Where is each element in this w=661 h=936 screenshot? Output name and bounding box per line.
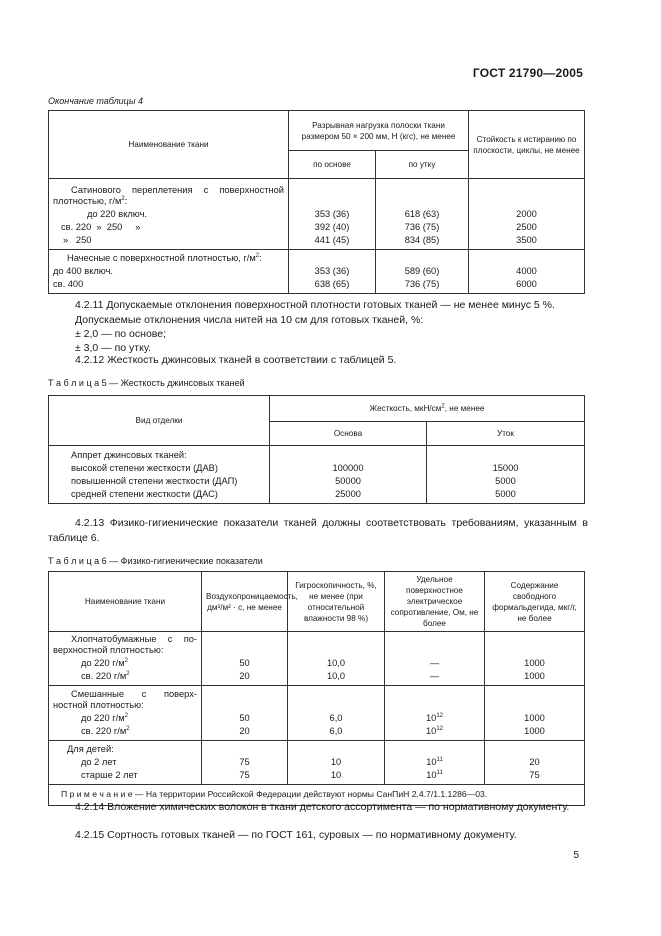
table4 (48, 110, 585, 294)
table4-caption: Окончание таблицы 4 (48, 96, 143, 106)
table5-col-stiffness: Жесткость, мкН/$см^2$, не менее (270, 396, 585, 422)
table4-group1-title: Сатинового переплетения с поверхностной плотностью, $г/м^2$: (49, 179, 289, 209)
paragraph-weft: ± 3,0 — по утку. (75, 342, 151, 354)
table4-col-weft: по утку (376, 151, 469, 179)
table4-col-warp: по основе (289, 151, 376, 179)
table-row: высокой степени жесткости (ДАВ) 100000 15000 (49, 462, 585, 475)
table-row: св. 220 $г/м^2$ 20 6,0 $10^{12}$ 1000 (49, 725, 585, 741)
table-row: » 250 441 (45) 834 (85) 3500 (49, 234, 585, 250)
paragraph-4-2-15: 4.2.15 Сортность готовых тканей — по ГОСТ 161, суровых — по нормативному документу. (75, 829, 517, 841)
paragraph-4-2-13: 4.2.13 Физико-гигиенические показатели тканей должны соответствовать требованиям, указанным в таблице 6. (48, 517, 588, 544)
table-row: до 220 $г/м^2$ 50 10,0 — 1000 (49, 657, 585, 670)
table6-col-formald: Содержание свободного формальдегида, мкг/г, не более (485, 572, 585, 632)
table4-col-load: Разрывная нагрузка полоски ткани размером 50 × 200 мм, Н (кгс), не менее (289, 111, 469, 151)
table-row: до 400 включ. 353 (36) 589 (60) 4000 (49, 265, 585, 278)
document-id: ГОСТ 21790—2005 (472, 66, 583, 80)
page-number: 5 (573, 850, 579, 861)
table-row: до 220 включ. 353 (36) 618 (63) 2000 (49, 208, 585, 221)
table6-col-resist: Удельное поверхностное электрическое сопротивление, Ом, не более (385, 572, 485, 632)
table6-group3-title: Для детей: (49, 741, 202, 757)
table6-col-hygro: Гигроскопичность, %, не менее (при относительной влажности 98 %) (288, 572, 385, 632)
table6-note: П р и м е ч а н и е — На территории Российской Федерации действуют нормы СанПиН 2.4.7/1.1.1286—03. (49, 785, 585, 806)
table5-group-title: Аппрет джинсовых тканей: (49, 446, 270, 463)
table5-col-finish: Вид отделки (49, 396, 270, 446)
table-row: св. 220 » 250 » 392 (40) 736 (75) 2500 (49, 221, 585, 234)
paragraph-warp: ± 2,0 — по основе; (75, 328, 166, 340)
table-row: старше 2 лет 75 10 $10^{11}$ 75 (49, 769, 585, 785)
table6-group2-title: Смешанные с поверх- ностной плотностью: (49, 686, 202, 713)
table4-col-name: Наименование ткани (49, 111, 289, 179)
table6-group1-title: Хлопчатобумажные с по- верхностной плотностью: (49, 632, 202, 658)
table5 (48, 395, 585, 504)
paragraph-deviation: Допускаемые отклонения числа нитей на 10 см для готовых тканей, %: (75, 314, 424, 326)
table6-col-name: Наименование ткани (49, 572, 202, 632)
table-row: до 2 лет 75 10 $10^{11}$ 20 (49, 756, 585, 769)
table5-col-base: Основа (270, 422, 427, 446)
table-row: до 220 $г/м^2$ 50 6,0 $10^{12}$ 1000 (49, 712, 585, 725)
table5-col-weft: Уток (427, 422, 585, 446)
table4-col-abrasion: Стойкость к истиранию по плоскости, циклы, не менее (469, 111, 585, 179)
table-row: св. 220 $г/м^2$ 20 10,0 — 1000 (49, 670, 585, 686)
table-row: повышенной степени жесткости (ДАП) 50000 5000 (49, 475, 585, 488)
paragraph-4-2-12: 4.2.12 Жесткость джинсовых тканей в соответствии с таблицей 5. (75, 354, 397, 366)
table5-caption: Т а б л и ц а 5 — Жесткость джинсовых тканей (48, 378, 245, 388)
table-row: св. 400 638 (65) 736 (75) 6000 (49, 278, 585, 294)
paragraph-4-2-11: 4.2.11 Допускаемые отклонения поверхностной плотности готовых тканей — не менее минус 5 %. (75, 299, 555, 311)
table6 (48, 571, 585, 806)
table-row: средней степени жесткости (ДАС) 25000 5000 (49, 488, 585, 504)
paragraph-4-2-14: 4.2.14 Вложение химических волокон в ткани детского ассортимента — по нормативному документу. (75, 801, 570, 813)
table4-group2-title: Начесные с поверхностной плотностью, $г/м^2$: (49, 250, 289, 266)
table6-caption: Т а б л и ц а 6 — Физико-гигиенические показатели (48, 556, 263, 566)
table6-col-air: Воздухопроницаемость, дм³/м² · с, не менее (202, 572, 288, 632)
